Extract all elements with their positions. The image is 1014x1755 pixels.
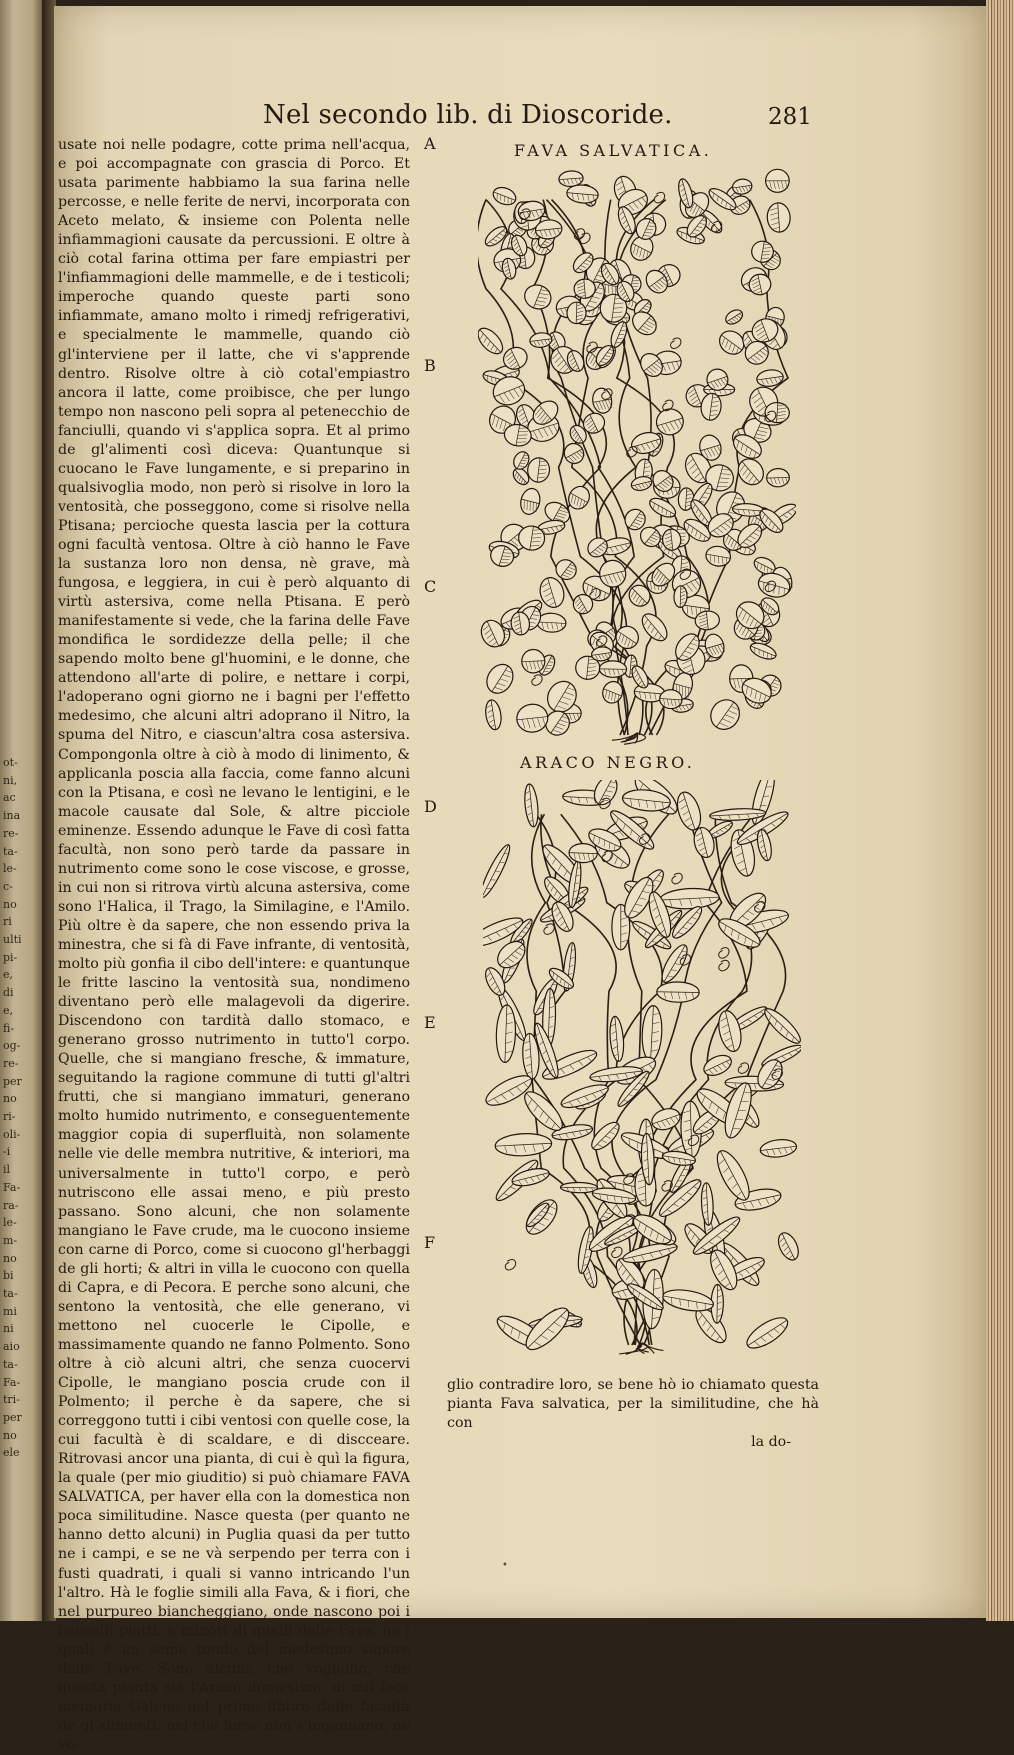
- facing-page-fragment: ot-: [3, 756, 18, 769]
- figure-caption-fava-salvatica: FAVA SALVATICA.: [514, 141, 712, 160]
- facing-page-fragment: c-: [3, 880, 13, 893]
- facing-page-fragment: ta-: [3, 845, 18, 858]
- facing-page-fragment: per: [3, 1411, 22, 1424]
- facing-page-fragment: fi-: [3, 1022, 14, 1035]
- facing-page-fragment: il: [3, 1163, 10, 1176]
- margin-letter-a: A: [424, 134, 436, 153]
- main-text-paragraph: usate noi nelle podagre, cotte prima nell'acqua, e poi accompagnate con grascia di Porco. Et usata parimente habbiamo la sua farina nelle percosse, e nelle ferite de nervi, incorporata con Aceto melato, & insieme con Polenta nelle infiammagioni causate da percussioni. E oltre à ciò cotal farina ottima per fare empiastri per l'infiammagioni delle mammelle, e de i testicoli; imperoche quando queste parti sono infiammate, amano molto i rimedj refrigerativi, e specialmente le mammelle, quando ciò gl'interviene per il latte, che vi s'apprende dentro. Risolve oltre à ciò cotal'empiastro ancora il latte, come proibisce, che per lungo tempo non nascono peli sopra al petenecchio de fanciulli, quando vi s'applica sopra. Et al primo de gl'alimenti così diceva: Quantunque si cuocano le Fave lungamente, e si preparino in qualsivoglia modo, non però si risolve in loro la ventosità, che posseggono, come si risolve nella Ptisana; percioche questa lascia per la cottura ogni facultà ventosa. Oltre à ciò hanno le Fave la sustanza loro non densa, nè grave, mà fungosa, e leggiera, in cui è però alquanto di virtù astersiva, come nella Ptisana. E però manifestamente si vede, che la farina delle Fave mondifica le sordidezze della pelle; il che sapendo molto bene gl'huomini, e le donne, che attendono all'arte di polire, e nettare i corpi, l'adoperano ogni giorno ne i bagni per l'effetto medesimo, che alcuni altri adoprano il Nitro, la spuma del Nitro, e ciascun'altra cosa astersiva. Compongonla oltre à ciò à modo di linimento, & applicanla poscia alla faccia, come fanno alcuni con la Ptisana, e così ne levano le lentigini, e le macole causate dal Sole, & altre picciole eminenze. Essendo adunque le Fave di così fatta facultà, non sono però tarde da passare in nutrimento come sono le cose viscose, e grosse, in cui non si ritrova virtù alcuna astersiva, come sono l'Halica, il Trago, la Similagine, e l'Amilo. Più oltre è da sapere, che non essendo priva la minestra, che si fà di Fave infrante, di ventosità, molto più gonfia il cibo dell'intere: e quantunque le fritte lascino la ventosità sua, nondimeno diventano però elle malagevoli da digerire. Discendono con tardità dallo stomaco, e generano grosso nutrimento in tutto'l corpo. Quelle, che si mangiano fresche, & immature, seguitando la ragione commune di tutti gl'altri frutti, che si mangiano immaturi, generano molto humido nutrimento, e conseguentemente maggior copia di superfluità, non solamente nelle vie delle membra nutritive, & interiori, ma universalmente in tutto'l corpo, e però nutriscono elle assai meno, e più presto passano. Sono alcuni, che non solamente mangiano le Fave crude, ma le cuocono insieme con carne di Porco, come si cuocono gl'herbaggi de gli horti; & altri in villa le cuocono con quella di Capra, e di Pecora. E perche sono alcuni, che sentono la ventosità, che elle generano, vi mettono nel cuocerle le Cipolle, e massimamente quando ne fanno Polmento. Sono oltre à ciò alcuni altri, che senza cuocervi Cipolle, le mangiano poscia crude con il Polmento; il perche è da sapere, che si correggono tutti i cibi ventosi con quelle cose, la cui facultà è di scaldare, e di discceare. Ritrovasi ancor una pianta, di cui è quì la figura, la quale (per mio giuditio) si può chiamare FAVA SALVATICA, per haver ella con la domestica non poca similitudine. Nasce questa (per quanto ne hanno detto alcuni) in Puglia quasi da per tutto ne i campi, e se ne và serpendo per terra con i fusti quadrati, i quali si vanno intricando l'un l'altro. Hà le foglie simili alla Fava, & i fiori, che nel purpureo biancheggiano, onde nascono poi i baccelli piatti, e minori di quelli delle Fave, ne i quali è un seme tondo del medesimo sapore delle Fave. Sono alcuni, che vogliono, che questa pianta sia l'Araco domestico, di cui fece memoria Galeno nel primo libbro delle facultà de gl'alimenti: nel che forse non s'ingannano, nè vo-: [58, 136, 410, 1755]
- main-text-column: [58, 136, 410, 1755]
- facing-page-fragment: e,: [3, 968, 13, 981]
- facing-page-fragment: no: [3, 1429, 17, 1442]
- facing-page-fragment: di: [3, 986, 14, 999]
- facing-page-fragment: mi: [3, 1305, 17, 1318]
- facing-page-fragment: le-: [3, 1216, 17, 1229]
- facing-page-fragment: m-: [3, 1234, 17, 1247]
- facing-page-fragment: re-: [3, 827, 19, 840]
- margin-letter-f: F: [424, 1233, 435, 1252]
- facing-page-fragment: ulti: [3, 933, 22, 946]
- facing-page-fragment: -i: [3, 1145, 10, 1158]
- facing-page-fragment: ina: [3, 809, 20, 822]
- right-column-lines: glio contradire loro, se bene hò io chiamato questa pianta Fava salvatica, per la similitudine, che hà con: [447, 1376, 819, 1433]
- plant-illustration-2: [483, 780, 801, 1355]
- right-column-text: [447, 1376, 819, 1452]
- margin-letter-e: E: [424, 1013, 436, 1032]
- facing-page-fragment: bi: [3, 1269, 14, 1282]
- woodcut-fava-salvatica: [478, 165, 796, 745]
- page-speck: •: [502, 1560, 508, 1571]
- facing-page-fragment: ele: [3, 1446, 20, 1459]
- facing-page-fragment: tri-: [3, 1393, 20, 1406]
- facing-page-edge: [0, 0, 46, 1621]
- facing-page-fragment: Fa-: [3, 1376, 20, 1389]
- right-column-catchword: la do-: [447, 1433, 819, 1452]
- plant-illustration-1: [478, 165, 796, 745]
- figure-caption-araco-negro: ARACO NEGRO.: [520, 753, 695, 772]
- facing-page-fragment: ra-: [3, 1199, 19, 1212]
- page-number: 281: [768, 104, 812, 130]
- facing-page-fragment: ta-: [3, 1358, 18, 1371]
- facing-page-fragment: re-: [3, 1057, 19, 1070]
- facing-page-fragment: ri: [3, 915, 12, 928]
- facing-page-fragment: og-: [3, 1039, 20, 1052]
- facing-page-fragment: ni,: [3, 774, 17, 787]
- facing-page-fragment: oli-: [3, 1128, 20, 1141]
- facing-page-fragment: no: [3, 1252, 17, 1265]
- facing-page-fragment: no: [3, 898, 17, 911]
- facing-page-fragment: Fa-: [3, 1181, 20, 1194]
- facing-page-fragment: pi-: [3, 951, 17, 964]
- page-block-edge: [986, 0, 1014, 1621]
- facing-page-fragment: no: [3, 1092, 17, 1105]
- facing-page-fragment: per: [3, 1075, 22, 1088]
- facing-page-fragment: le-: [3, 862, 17, 875]
- facing-page-fragment: ni: [3, 1322, 14, 1335]
- facing-page-fragment: e,: [3, 1004, 13, 1017]
- margin-letter-b: B: [424, 356, 436, 375]
- facing-page-fragment: ri-: [3, 1110, 16, 1123]
- running-title: Nel secondo lib. di Dioscoride.: [263, 100, 673, 130]
- woodcut-araco-negro: [483, 780, 801, 1355]
- facing-page-fragment: ta-: [3, 1287, 18, 1300]
- facing-page-fragment: aio: [3, 1340, 20, 1353]
- margin-letter-c: C: [424, 577, 436, 596]
- facing-page-fragment: ac: [3, 791, 16, 804]
- margin-letter-d: D: [424, 797, 437, 816]
